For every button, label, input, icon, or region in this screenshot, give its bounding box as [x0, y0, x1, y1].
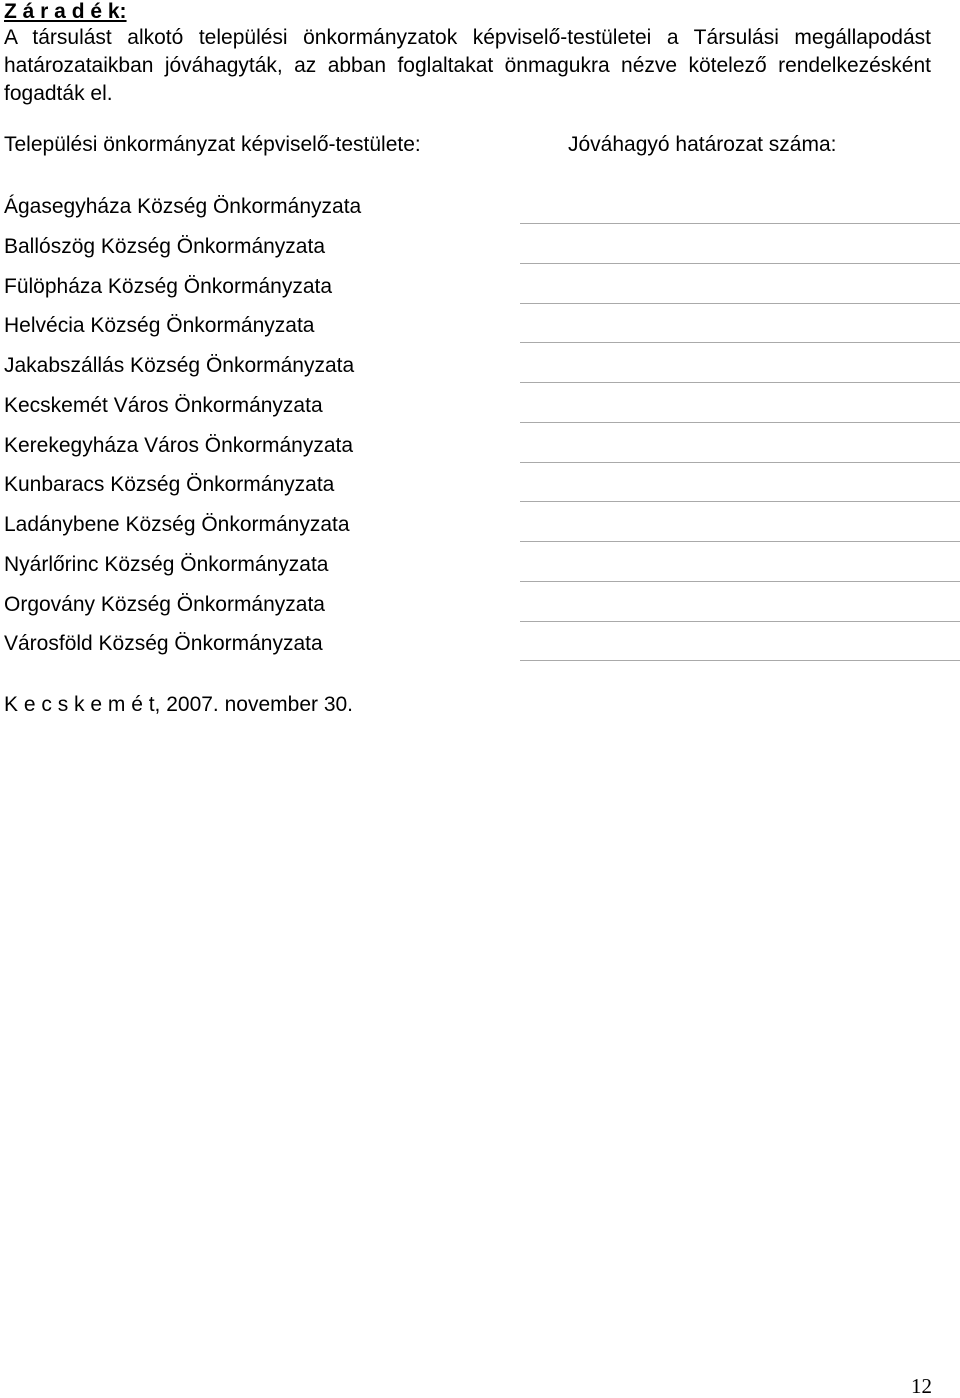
resolution-number-blank [520, 342, 960, 343]
column-header-resolution-number: Jóváhagyó határozat száma: [568, 133, 837, 156]
table-row [0, 273, 960, 313]
resolution-number-blank [520, 501, 960, 502]
resolution-number-blank [520, 223, 960, 224]
table-row [0, 551, 960, 591]
document-heading: Z á r a d é k: [4, 0, 127, 23]
municipality-name: Ladánybene Község Önkormányzata [4, 513, 350, 536]
resolution-number-blank [520, 263, 960, 264]
municipality-name: Városföld Község Önkormányzata [4, 632, 323, 656]
municipality-name: Jakabszállás Község Önkormányzata [4, 354, 355, 377]
resolution-number-blank [520, 382, 960, 383]
resolution-number-blank [520, 422, 960, 423]
table-row [0, 312, 960, 352]
resolution-number-blank [520, 541, 960, 542]
table-row [0, 471, 960, 511]
table-row [0, 511, 960, 551]
resolution-number-blank [520, 660, 960, 661]
page-number: 12 [911, 1374, 932, 1398]
resolution-number-blank [520, 621, 960, 622]
resolution-number-blank [520, 303, 960, 304]
resolution-number-blank [520, 462, 960, 463]
municipality-name: Nyárlőrinc Község Önkormányzata [4, 552, 329, 576]
intro-paragraph: A társulást alkotó települési önkormányzatok képviselő-testületei a Társulási megállapodást határozataikban jóváhagyták, az abban foglaltakat önmagukra nézve kötelező rendelkezésként fogadták el. [4, 26, 931, 105]
table-row [0, 392, 960, 432]
table-row [0, 352, 960, 392]
resolution-number-blank [520, 581, 960, 582]
table-row [0, 233, 960, 273]
municipality-name: Fülöpháza Község Önkormányzata [4, 274, 333, 298]
municipality-name: Ágasegyháza Község Önkormányzata [4, 195, 362, 218]
table-row [0, 591, 960, 631]
table-row [0, 432, 960, 472]
municipality-name: Kunbaracs Község Önkormányzata [4, 473, 335, 497]
place-and-date: K e c s k e m é t, 2007. november 30. [4, 693, 354, 716]
table-row [0, 630, 960, 670]
municipality-name: Ballószög Község Önkormányzata [4, 234, 325, 258]
table-row [0, 193, 960, 233]
municipality-name: Kerekegyháza Város Önkormányzata [4, 433, 354, 457]
municipality-name: Helvécia Község Önkormányzata [4, 314, 315, 338]
municipality-name: Kecskemét Város Önkormányzata [4, 393, 323, 417]
column-header-municipality: Települési önkormányzat képviselő-testülete: [4, 133, 421, 156]
municipality-name: Orgovány Község Önkormányzata [4, 592, 325, 616]
